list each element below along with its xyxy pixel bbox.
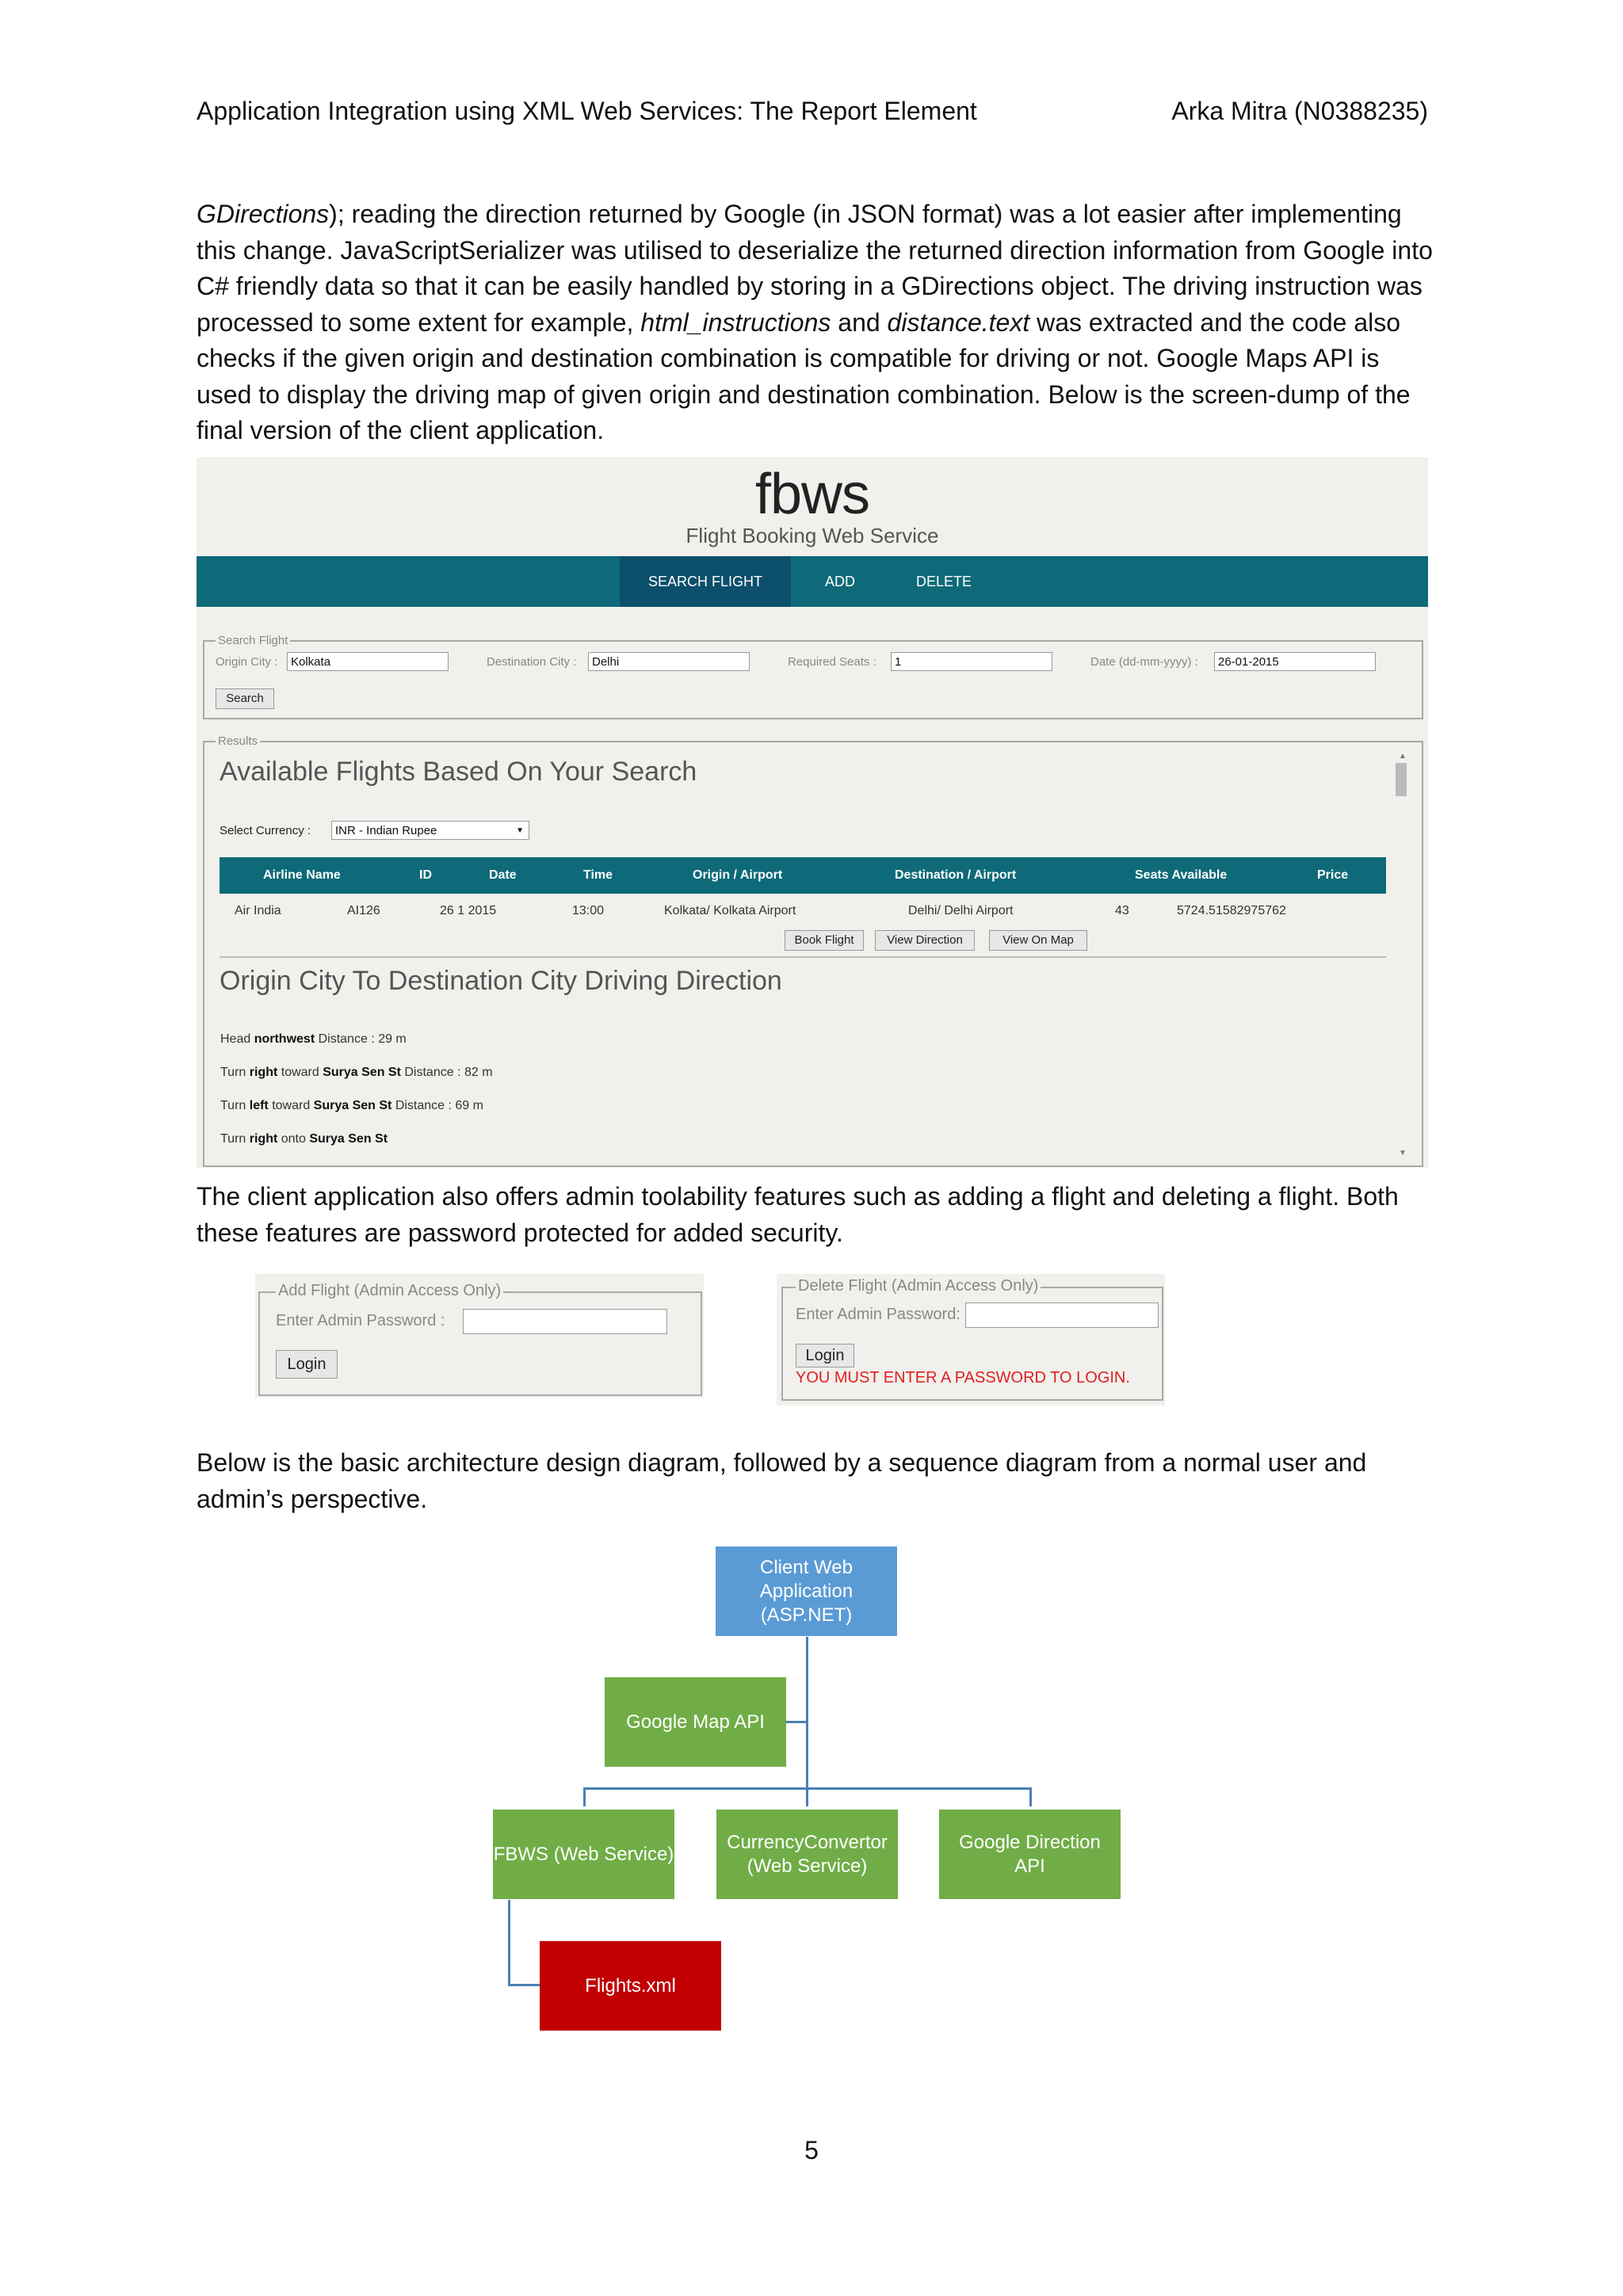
- results-divider: [220, 956, 1386, 958]
- add-password-label: Enter Admin Password :: [276, 1312, 445, 1329]
- search-legend: Search Flight: [216, 634, 290, 647]
- seats-input[interactable]: 1: [891, 652, 1052, 671]
- step-4-d: Surya Sen St: [309, 1132, 388, 1146]
- delete-flight-legend: Delete Flight (Admin Access Only): [796, 1277, 1041, 1295]
- arch-line-2: admin’s perspective.: [197, 1484, 428, 1513]
- scroll-thumb[interactable]: [1396, 763, 1407, 796]
- col-date: Date: [489, 868, 517, 882]
- step-4-a: Turn: [220, 1132, 250, 1146]
- cell-time: 13:00: [572, 904, 605, 917]
- connector-google-map: [786, 1721, 807, 1723]
- step-3-b: left: [249, 1099, 269, 1112]
- step-4-b: right: [249, 1132, 278, 1146]
- currency-label: Select Currency :: [220, 824, 311, 837]
- col-time: Time: [583, 868, 613, 882]
- scroll-up-icon[interactable]: ▲: [1399, 752, 1407, 761]
- cell-date: 26 1 2015: [440, 904, 497, 917]
- connector-horizontal-bus: [583, 1787, 1032, 1790]
- intro-line-1: ); reading the direction returned by Google (in JSON format) was a lot easier after implementing: [329, 200, 1402, 228]
- delete-login-button[interactable]: Login: [796, 1344, 854, 1367]
- arch-line-1: Below is the basic architecture design diagram, followed by a sequence diagram from a normal user and: [197, 1448, 1367, 1477]
- cell-id: AI126: [347, 904, 380, 917]
- step-2-b: right: [249, 1066, 278, 1079]
- add-flight-legend: Add Flight (Admin Access Only): [276, 1282, 503, 1300]
- flights-xml-box: Flights.xml: [540, 1941, 721, 2031]
- intro-line-4-b: and: [831, 307, 888, 337]
- nav-delete[interactable]: DELETE: [915, 574, 972, 589]
- fbws-box: FBWS (Web Service): [493, 1810, 674, 1899]
- col-id: ID: [419, 868, 432, 882]
- step-3-d: Surya Sen St: [313, 1099, 392, 1112]
- col-price: Price: [1317, 868, 1349, 882]
- date-label: Date (dd-mm-yyyy) :: [1090, 655, 1198, 669]
- intro-line-5: checks if the given origin and destination combination is compatible for driving or not. Google Maps API is: [197, 344, 1380, 372]
- page-number: 5: [804, 2136, 819, 2164]
- intro-italic-gdirections: GDirections: [197, 200, 330, 228]
- password-error-message: YOU MUST ENTER A PASSWORD TO LOGIN.: [796, 1369, 1130, 1386]
- step-2-a: Turn: [220, 1066, 250, 1079]
- app-nav-bar: [197, 556, 1428, 607]
- client-line-3: (ASP.NET): [760, 1604, 853, 1626]
- seats-label: Required Seats :: [788, 655, 876, 669]
- admin-line-1: The client application also offers admin toolability features such as adding a flight and deleting a flight. Both: [197, 1182, 1399, 1211]
- running-header-title: Application Integration using XML Web Services: The Report Element: [197, 97, 977, 125]
- direction-step: [220, 1066, 493, 1080]
- admin-paragraph: [197, 1179, 1433, 1251]
- admin-line-2: these features are password protected for added security.: [197, 1218, 843, 1247]
- app-screenshot: [197, 457, 1428, 1168]
- intro-line-2: this change. JavaScriptSerializer was utilised to deserialize the returned direction information from Google into: [197, 235, 1433, 265]
- col-airline-name: Airline Name: [263, 868, 341, 882]
- scroll-down-icon[interactable]: ▼: [1399, 1149, 1407, 1158]
- delete-password-label: Enter Admin Password:: [796, 1306, 960, 1323]
- destination-input[interactable]: Delhi: [588, 652, 750, 671]
- step-3-c: toward: [268, 1099, 314, 1112]
- step-4-c: onto: [277, 1132, 310, 1146]
- client-web-app-box: [716, 1547, 897, 1636]
- add-login-button[interactable]: Login: [276, 1350, 338, 1379]
- currency-select-value: INR - Indian Rupee: [335, 824, 437, 837]
- connector-google-dir: [1029, 1787, 1032, 1806]
- currency-line-1: CurrencyConvertor: [727, 1831, 888, 1853]
- intro-line-4: [197, 305, 1433, 341]
- intro-line-3: C# friendly data so that it can be easily handled by storing in a GDirections object. The driving instruction was: [197, 272, 1423, 300]
- delete-password-input[interactable]: [965, 1302, 1159, 1328]
- origin-label: Origin City :: [216, 655, 278, 669]
- direction-step: [220, 1132, 388, 1146]
- step-3-e: Distance : 69 m: [391, 1099, 483, 1112]
- client-line-1: Client Web: [760, 1556, 853, 1578]
- col-seats: Seats Available: [1135, 868, 1228, 882]
- direction-step: [220, 1099, 483, 1113]
- book-flight-button[interactable]: Book Flight: [785, 930, 864, 951]
- connector-fbws-down: [508, 1900, 510, 1985]
- intro-paragraph: [197, 196, 1433, 449]
- client-line-2: Application: [759, 1580, 854, 1602]
- connector-currency: [806, 1787, 808, 1806]
- view-on-map-button[interactable]: View On Map: [989, 930, 1087, 951]
- connector-fbws: [583, 1787, 586, 1806]
- step-2-d: Surya Sen St: [323, 1066, 401, 1079]
- nav-add[interactable]: ADD: [824, 574, 855, 589]
- currency-convertor-box: [716, 1810, 898, 1899]
- cell-airline: Air India: [235, 904, 281, 917]
- origin-input[interactable]: Kolkata: [287, 652, 449, 671]
- direction-step: [220, 1032, 407, 1047]
- nav-search-flight[interactable]: SEARCH FLIGHT: [620, 556, 791, 607]
- cell-seats: 43: [1115, 904, 1129, 917]
- results-heading: Available Flights Based On Your Search: [220, 757, 697, 787]
- search-button[interactable]: Search: [216, 688, 274, 709]
- intro-italic-html-instructions: html_instructions: [640, 307, 831, 337]
- running-header-author: Arka Mitra (N0388235): [1171, 97, 1428, 125]
- step-1-a: Head: [220, 1032, 254, 1046]
- step-2-c: toward: [277, 1066, 323, 1079]
- add-flight-fieldset: [258, 1291, 702, 1396]
- cell-destination: Delhi/ Delhi Airport: [908, 904, 1014, 917]
- connector-client-trunk: [806, 1637, 808, 1789]
- app-logo: fbws: [754, 463, 870, 526]
- architecture-paragraph: [197, 1445, 1433, 1517]
- destination-label: Destination City :: [487, 655, 577, 669]
- app-subtitle: Flight Booking Web Service: [685, 524, 939, 547]
- google-direction-api-box: [939, 1810, 1121, 1899]
- connector-flights: [508, 1984, 540, 1986]
- currency-select[interactable]: [331, 821, 529, 840]
- date-input[interactable]: 26-01-2015: [1214, 652, 1376, 671]
- google-dir-line-2: API: [1014, 1855, 1045, 1877]
- results-legend: Results: [216, 734, 260, 748]
- step-3-a: Turn: [220, 1099, 250, 1112]
- results-scrollbar[interactable]: [1393, 752, 1407, 1158]
- google-dir-line-1: Google Direction: [959, 1831, 1101, 1853]
- delete-flight-panel: [777, 1274, 1165, 1405]
- col-destination: Destination / Airport: [895, 868, 1017, 882]
- col-origin: Origin / Airport: [693, 868, 783, 882]
- direction-heading: Origin City To Destination City Driving Direction: [220, 966, 782, 996]
- add-password-input[interactable]: [463, 1309, 667, 1334]
- dropdown-arrow-icon: ▼: [516, 826, 524, 835]
- intro-line-4-c: was extracted and the code also: [1029, 307, 1401, 337]
- step-2-e: Distance : 82 m: [400, 1066, 493, 1079]
- cell-price: 5724.51582975762: [1177, 904, 1286, 917]
- intro-italic-distance-text: distance.text: [887, 307, 1030, 337]
- view-direction-button[interactable]: View Direction: [875, 930, 975, 951]
- google-map-api-box: Google Map API: [605, 1677, 786, 1767]
- cell-origin: Kolkata/ Kolkata Airport: [664, 904, 796, 917]
- add-flight-panel: [255, 1274, 704, 1398]
- currency-line-2: (Web Service): [747, 1855, 868, 1877]
- step-1-c: Distance : 29 m: [315, 1032, 407, 1046]
- intro-line-6: used to display the driving map of given origin and destination combination. Below is the screen-dump of the: [197, 379, 1411, 409]
- intro-line-7: final version of the client application.: [197, 416, 605, 444]
- results-table-header: [220, 857, 1386, 894]
- intro-line-4-a: processed to some extent for example,: [197, 307, 641, 337]
- step-1-b: northwest: [254, 1032, 315, 1046]
